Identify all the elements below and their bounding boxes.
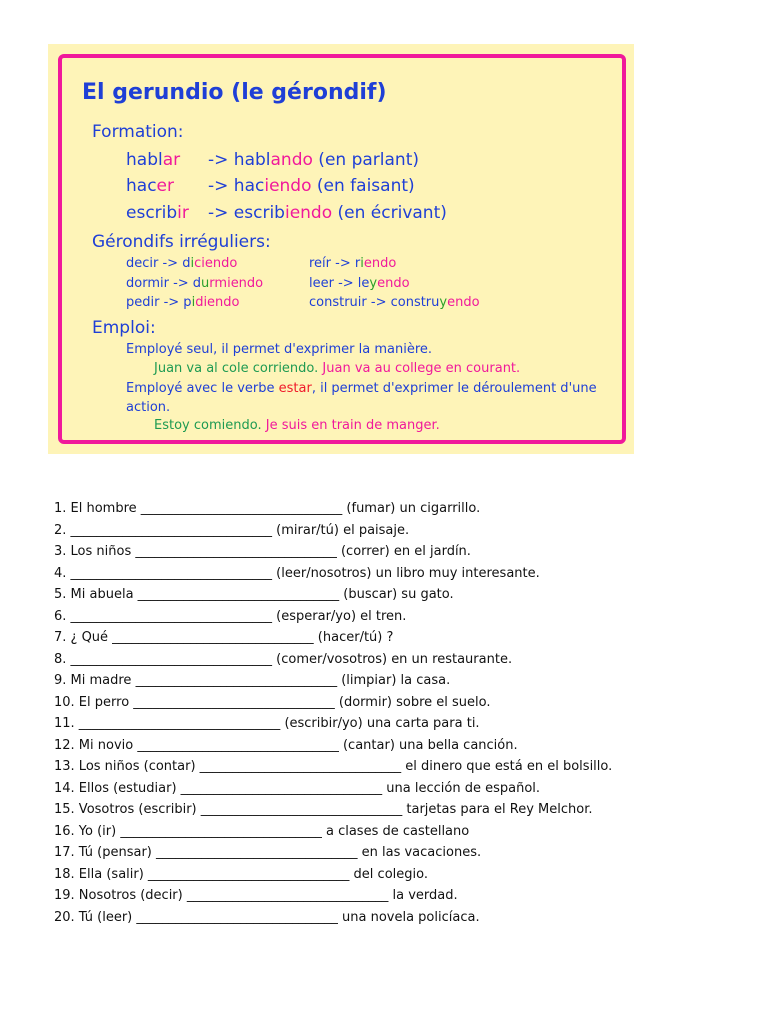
exercise-item: 15. Vosotros (escribir) _______________________________ tarjetas para el Rey Melchor. <box>54 802 593 817</box>
irregular-item: decir -> diciendo <box>126 256 238 271</box>
irregular-item: pedir -> pidiendo <box>126 295 240 310</box>
emploi-rule-2: Employé avec le verbe estar, il permet d'exprimer le déroulement d'une <box>126 381 597 396</box>
example-1: Juan va al cole corriendo. Juan va au college en courant. <box>154 361 521 376</box>
exercise-item: 3. Los niños _______________________________ (correr) en el jardín. <box>54 544 471 559</box>
irregular-item: construir -> construyendo <box>309 295 480 310</box>
irregular-heading: Gérondifs irréguliers: <box>92 232 271 252</box>
exercise-item: 17. Tú (pensar) _______________________________ en las vacaciones. <box>54 845 482 860</box>
exercise-item: 14. Ellos (estudiar) _______________________________ una lección de español. <box>54 780 541 796</box>
exercise-item: 20. Tú (leer) _______________________________ una novela policíaca. <box>54 909 480 925</box>
irregular-item: leer -> leyendo <box>309 276 410 291</box>
irregular-item: dormir -> durmiendo <box>126 276 264 291</box>
exercise-item: 2. _______________________________ (mirar/tú) el paisaje. <box>54 522 410 538</box>
exercise-item: 4. _______________________________ (leer/nosotros) un libro muy interesante. <box>54 565 540 581</box>
exercise-item: 9. Mi madre _______________________________ (limpiar) la casa. <box>54 673 451 688</box>
emploi-rule-2-cont: action. <box>126 400 171 415</box>
formation-row: hablar -> hablando (en parlant) <box>126 150 419 170</box>
emploi-rule-1: Employé seul, il permet d'exprimer la manière. <box>126 342 433 357</box>
exercise-item: 16. Yo (ir) _______________________________ a clases de castellano <box>54 823 470 839</box>
formation-heading: Formation: <box>92 122 184 142</box>
formation-row: escribir -> escribiendo (en écrivant) <box>126 203 447 223</box>
exercise-item: 18. Ella (salir) _______________________________ del colegio. <box>54 866 428 882</box>
exercise-item: 6. _______________________________ (esperar/yo) el tren. <box>54 608 407 624</box>
example-2: Estoy comiendo. Je suis en train de manger. <box>154 418 440 433</box>
emploi-heading: Emploi: <box>92 318 156 338</box>
irregular-item: reír -> riendo <box>309 256 397 271</box>
exercise-item: 1. El hombre _______________________________ (fumar) un cigarrillo. <box>54 501 481 516</box>
exercise-item: 5. Mi abuela _______________________________ (buscar) su gato. <box>54 587 454 602</box>
exercise-item: 12. Mi novio _______________________________ (cantar) una bella canción. <box>54 737 518 753</box>
exercise-item: 7. ¿ Qué _______________________________ (hacer/tú) ? <box>54 630 394 645</box>
exercise-item: 13. Los niños (contar) _______________________________ el dinero que está en el bolsillo. <box>54 759 613 774</box>
card-frame <box>58 54 626 444</box>
exercise-item: 8. _______________________________ (comer/vosotros) en un restaurante. <box>54 651 513 667</box>
card-title: El gerundio (le gérondif) <box>82 80 387 105</box>
exercise-item: 19. Nosotros (decir) _______________________________ la verdad. <box>54 888 458 903</box>
exercise-item: 10. El perro _______________________________ (dormir) sobre el suelo. <box>54 694 491 710</box>
exercise-list <box>54 500 612 930</box>
exercise-item: 11. _______________________________ (escribir/yo) una carta para ti. <box>54 716 480 731</box>
formation-row: hacer -> haciendo (en faisant) <box>126 176 415 196</box>
grammar-card <box>48 44 634 454</box>
